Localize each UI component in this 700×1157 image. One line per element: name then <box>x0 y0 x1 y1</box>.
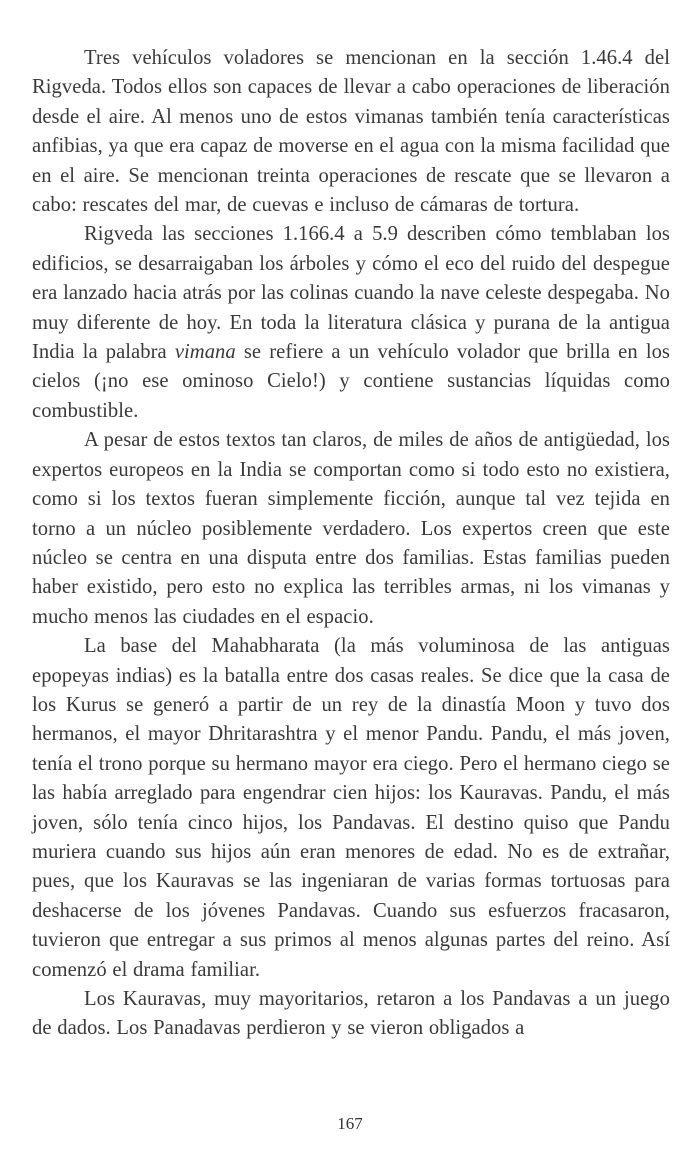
body-text <box>32 44 670 1044</box>
paragraph-2: Rigveda las secciones 1.166.4 a 5.9 describen cómo temblaban los edificios, se desarraigaban los árboles y cómo el eco del ruido del despegue era lanzado hacia atrás por las colinas cuando la nave celeste despegaba. No muy diferente de hoy. En toda la literatura clásica y purana de la antigua India la palabra vimana se refiere a un vehículo volador que brilla en los cielos (¡no ese ominoso Cielo!) y contiene sustancias líquidas como combustible. <box>32 223 670 422</box>
paragraph-4: La base del Mahabharata (la más voluminosa de las antiguas epopeyas indias) es la batalla entre dos casas reales. Se dice que la casa de los Kurus se generó a partir de un rey de la dinastía Moon y tuvo dos hermanos, el mayor Dhritarashtra y el menor Pandu. Pandu, el más joven, tenía el trono porque su hermano mayor era ciego. Pero el hermano ciego se las había arreglado para engendrar cien hijos: los Kauravas. Pandu, el más joven, sólo tenía cinco hijos, los Pandavas. El destino quiso que Pandu muriera cuando sus hijos aún eran menores de edad. No es de extrañar, pues, que los Kauravas se las ingeniaran de varias formas tortuosas para deshacerse de los jóvenes Pandavas. Cuando sus esfuerzos fracasaron, tuvieron que entregar a sus primos al menos algunas partes del reino. Así comenzó el drama familiar. <box>32 635 670 981</box>
paragraph-3: A pesar de estos textos tan claros, de miles de años de antigüedad, los expertos europeos en la India se comportan como si todo esto no existiera, como si los textos fueran simplemente ficción, aunque tal vez tejida en torno a un núcleo posiblemente verdadero. Los expertos creen que este núcleo se centra en una disputa entre dos familias. Estas familias pueden haber existido, pero esto no explica las terribles armas, ni los vimanas y mucho menos las ciudades en el espacio. <box>32 429 670 628</box>
paragraph-5: Los Kauravas, muy mayoritarios, retaron a los Pandavas a un juego de dados. Los Panadavas perdieron y se vieron obligados a <box>32 988 670 1040</box>
paragraph-1: Tres vehículos voladores se mencionan en la sección 1.46.4 del Rigveda. Todos ellos son capaces de llevar a cabo operaciones de liberación desde el aire. Al menos uno de estos vimanas también tenía características anfibias, ya que era capaz de moverse en el agua con la misma facilidad que en el aire. Se mencionan treinta operaciones de rescate que se llevaron a cabo: rescates del mar, de cuevas e incluso de cámaras de tortura. <box>32 47 670 217</box>
italic-term: vimana <box>174 341 236 364</box>
page-number: 167 <box>337 1114 363 1133</box>
